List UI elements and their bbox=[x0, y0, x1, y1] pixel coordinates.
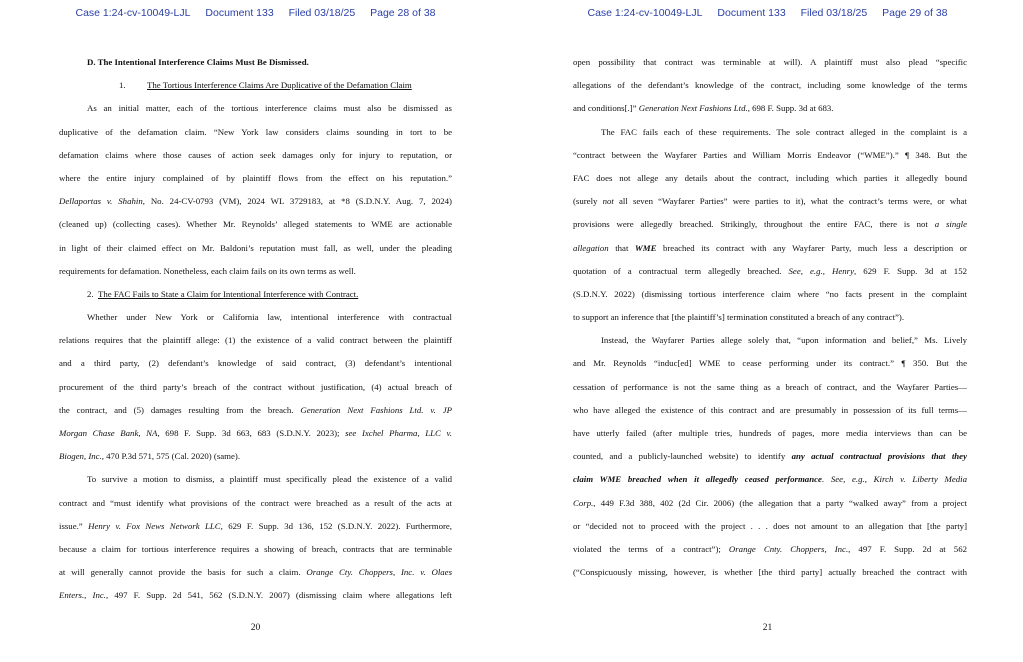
text-line: requirements for defamation. Nonetheless, each claim fails on its own terms as well. bbox=[59, 265, 356, 276]
text-line: or “decided not to proceed with the project . . . does not amount to an allegation that [the party] bbox=[573, 520, 967, 531]
case-number: Case 1:24-cv-10049-LJL bbox=[75, 7, 191, 19]
text-line: provisions were allegedly breached. Strikingly, throughout the entire FAC, there is not a single bbox=[573, 219, 967, 230]
left-page bbox=[0, 0, 511, 662]
text-line: Enters., Inc., 497 F. Supp. 2d 541, 562 (S.D.N.Y. 2007) (dismissing claim where allegations left bbox=[59, 590, 452, 601]
subheading: 1. The Tortious Interference Claims Are Duplicative of the Defamation Claim bbox=[119, 80, 412, 91]
text-line: the contract, and (5) damages resulting from the breach. Generation Next Fashions Ltd. v. JP bbox=[59, 404, 452, 415]
text-line: and Mr. Reynolds “induc[ed] WME to cease performing under its contract.” ¶ 350. But the bbox=[573, 358, 967, 369]
text-line: Dellaportas v. Shahin, No. 24-CV-0793 (VM), 2024 WL 3729183, at *8 (S.D.N.Y. Aug. 7, 2024) bbox=[59, 196, 452, 207]
text-line: claim WME breached when it allegedly ceased performance. See, e.g., Kirch v. Liberty Media bbox=[573, 474, 967, 485]
text-line: Morgan Chase Bank, NA, 698 F. Supp. 3d 663, 683 (S.D.N.Y. 2023); see Ixchel Pharma, LLC v. bbox=[59, 428, 452, 438]
text-line: Biogen, Inc., 470 P.3d 571, 575 (Cal. 2020) (same). bbox=[59, 451, 241, 462]
case-number: Case 1:24-cv-10049-LJL bbox=[587, 7, 703, 19]
text-line: duplicative of the defamation claim. “New York law considers claims sounding in tort to be bbox=[59, 126, 452, 137]
text-line: Instead, the Wayfarer Parties allege solely that, “upon information and belief,” Ms. Lively bbox=[601, 335, 967, 346]
text-line: FAC does not allege any details about the contract, including which parties it allegedly bound bbox=[573, 172, 967, 183]
text-line: (S.D.N.Y. 2022) (dismissing tortious interference claim where “no facts present in the complaint bbox=[573, 288, 967, 299]
text-line: (“Conspicuously missing, however, is whether [the third party] actually breached the contract with bbox=[573, 567, 967, 578]
page-header bbox=[512, 7, 1023, 19]
page-indicator: Page 28 of 38 bbox=[370, 7, 436, 19]
text-line: counted, and a publicly-launched website) to identify any actual contractual provisions that they bbox=[573, 451, 967, 462]
text-line: Corp., 449 F.3d 388, 402 (2d Cir. 2006) (the allegation that a party “walked away” from a project bbox=[573, 497, 967, 508]
text-line: to support an inference that [the plaintiff’s] termination constituted a breach of any contract”). bbox=[573, 312, 905, 323]
text-line: allegation that WME breached its contract with any Wayfarer Party, much less a description or bbox=[573, 242, 967, 253]
subheading: 2. The FAC Fails to State a Claim for Intentional Interference with Contract. bbox=[87, 288, 359, 299]
page-header bbox=[0, 7, 511, 19]
document-number: Document 133 bbox=[717, 7, 786, 19]
text-line: and a third party, (2) defendant’s knowledge of said contract, (3) defendant’s intentional bbox=[59, 358, 452, 369]
text-line: have utterly failed (after multiple tries, hundreds of pages, more media interviews than can be bbox=[573, 428, 967, 438]
text-line: and conditions[.]” Generation Next Fashions Ltd., 698 F. Supp. 3d at 683. bbox=[573, 103, 834, 114]
filed-date: Filed 03/18/25 bbox=[288, 7, 356, 19]
text-line: defamation claims where those causes of action seek damages only for injury to reputation, or bbox=[59, 149, 452, 160]
text-line: (surely not all seven “Wayfarer Parties” were parties to it), what the contract’s terms were, or what bbox=[573, 196, 967, 207]
text-line: The FAC fails each of these requirements. The sole contract alleged in the complaint is a bbox=[601, 126, 967, 137]
text-line: (cleaned up) (collecting cases). Whether Mr. Reynolds’ alleged statements to WME are actionable bbox=[59, 219, 452, 230]
text-line: because a claim for tortious interference requires a showing of breach, contracts that are terminable bbox=[59, 543, 452, 554]
text-line: procurement of the third party’s breach of the contract without justification, (4) actual breach of bbox=[59, 381, 452, 392]
text-line: As an initial matter, each of the tortious interference claims must also be dismissed as bbox=[87, 103, 452, 114]
text-line: in light of their claimed effect on Mr. Baldoni’s reputation must fall, as well, under the pleading bbox=[59, 242, 452, 253]
text-line: open possibility that contract was terminable at will). A plaintiff must also plead “specific bbox=[573, 57, 967, 67]
page-number: 21 bbox=[762, 623, 773, 633]
page-body bbox=[59, 51, 452, 608]
right-page bbox=[512, 0, 1023, 662]
page-number: 20 bbox=[250, 623, 261, 633]
text-line: issue.” Henry v. Fox News Network LLC, 629 F. Supp. 3d 136, 152 (S.D.N.Y. 2022). Furthermore, bbox=[59, 520, 452, 531]
text-line: contract and “must identify what provisions of the contract were breached as a result of the acts at bbox=[59, 497, 452, 508]
text-line: allegations of the defendant’s knowledge of the contract, including some knowledge of the terms bbox=[573, 80, 967, 91]
document-number: Document 133 bbox=[205, 7, 274, 19]
text-line: at will generally cannot provide the basis for such a claim. Orange Cty. Choppers, Inc. v. Olaes bbox=[59, 567, 452, 578]
text-line: who have alleged the existence of this contract and are presumably in possession of its full terms— bbox=[573, 404, 967, 415]
section-heading: D. The Intentional Interference Claims Must Be Dismissed. bbox=[87, 57, 309, 67]
page-indicator: Page 29 of 38 bbox=[882, 7, 948, 19]
text-line: where the entire injury complained of by plaintiff flows from the effect on his reputation.” bbox=[59, 172, 452, 183]
text-line: quotation of a contractual term allegedly breached. See, e.g., Henry, 629 F. Supp. 3d at 152 bbox=[573, 265, 967, 276]
text-line: “contract between the Wayfarer Parties and William Morris Endeavor (“WME”).” ¶ 348. But the bbox=[573, 149, 967, 160]
text-line: violated the terms of a contract”); Orange Cnty. Choppers, Inc., 497 F. Supp. 2d at 562 bbox=[573, 543, 967, 554]
filed-date: Filed 03/18/25 bbox=[800, 7, 868, 19]
text-line: Whether under New York or California law, intentional interference with contractual bbox=[87, 312, 452, 323]
text-line: relations requires that the plaintiff allege: (1) the existence of a valid contract between the plaintiff bbox=[59, 335, 452, 346]
text-line: To survive a motion to dismiss, a plaintiff must specifically plead the existence of a valid bbox=[87, 474, 452, 485]
page-body bbox=[573, 51, 967, 584]
text-line: cessation of performance is not the same thing as a breach of contract, and the Wayfarer Parties— bbox=[573, 381, 967, 392]
